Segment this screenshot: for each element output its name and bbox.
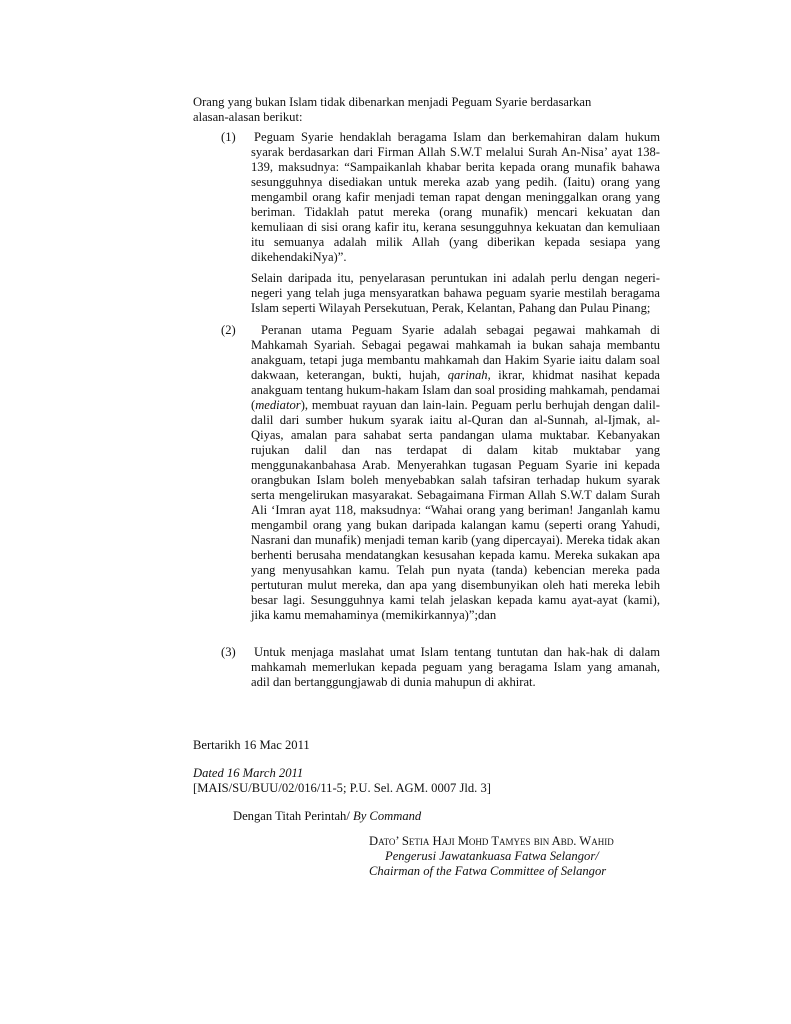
item-2-text (251, 323, 660, 623)
intro-line-2: alasan-alasan berikut: (193, 110, 303, 124)
signatory-title-malay-text: Pengerusi Jawatankuasa Fatwa Selangor/ (385, 849, 599, 863)
item-3-number: (3) (221, 645, 236, 659)
date-english-text: Dated 16 March 2011 (193, 766, 304, 780)
by-command-malay: Dengan Titah Perintah/ (233, 809, 353, 823)
item-2-text-b: , ikrar, khidmat nasihat kepada anakguam tentang hukum-hakam Islam dan soal prosiding mahkamah, pendamai ( (251, 368, 660, 412)
item-1-text: Peguam Syarie hendaklah beragama Islam dan berkemahiran dalam hukum syarak berdasarkan dari Firman Allah S.W.T melalui Surah An-Nisa’ ayat 138-139, maksudnya: “Sampaikanlah khabar berita kepada orang munafik bahawa sesungguhnya disediakan untuk mereka azab yang pedih. (Iaitu) orang yang mengambil orang kafir menjadi teman rapat dengan meninggalkan orang yang beriman. Tidaklah patut mereka (orang munafik) mencari kekuatan dan kemuliaan di sisi orang kafir itu, kerana sesungguhnya kekuatan dan kemuliaan itu semuanya adalah milik Allah (yang diberikan kepada sesiapa yang dikehendakiNya)”. (251, 130, 660, 264)
by-command (233, 809, 421, 824)
signatory-title-english-text: Chairman of the Fatwa Committee of Selangor (369, 864, 607, 878)
intro-line-1: Orang yang bukan Islam tidak dibenarkan menjadi Peguam Syarie berdasarkan (193, 95, 592, 109)
item-3-text: Untuk menjaga maslahat umat Islam tentang tuntutan dan hak-hak di dalam mahkamah memerlukan kepada peguam yang beragama Islam yang amanah, adil dan bertanggungjawab di dunia mahupun di akhirat. (251, 645, 660, 689)
item-2-text-c: ), membuat rayuan dan lain-lain. Peguam perlu berhujah dengan dalil-dalil dari sumber hukum syarak iaitu al-Quran dan al-Sunnah, al-Ijmak, al-Qiyas, amalan para sahabat serta pandangan ulama muktabar. Kebanyakan rujukan dalil dan nas terdapat di dalam kitab muktabar yang menggunakanbahasa Arab. Menyerahkan tugasan Peguam Syarie ini kepada orangbukan Islam boleh menyebabkan salah tafsiran terhadap hukum syarak serta mengelirukan masyarakat. Sebagaimana Firman Allah S.W.T dalam Surah Ali ‘Imran ayat 118, maksudnya: “Wahai orang yang beriman! Janganlah kamu mengambil orang yang bukan daripada kalangan kamu (seperti orang Yahudi, Nasrani dan munafik) menjadi teman karib (yang dipercayai). Mereka tidak akan berhenti berusaha mendatangkan kesusahan kepada kamu. Mereka sukakan apa yang menyusahkan kamu. Telah pun nyata (tanda) kebencian mereka pada pertuturan mulut mereka, dan apa yang disembunyikan oleh hati mereka lebih besar lagi. Sesungguhnya kami telah jelaskan kepada kamu ayat-ayat (kami), jika kamu memahaminya (memikirkannya)”;dan (251, 398, 660, 622)
date-english (193, 766, 303, 781)
signatory-title-malay (385, 849, 599, 864)
item-1-paragraph-2: Selain daripada itu, penyelarasan peruntukan ini adalah perlu dengan negeri-negeri yang telah juga mensyaratkan bahawa peguam syarie mestilah beragama Islam seperti Wilayah Persekutuan, Perak, Kelantan, Pahang dan Pulau Pinang; (251, 271, 660, 315)
item-2-qarinah-term: qarinah (447, 368, 488, 382)
signatory-title-english (369, 864, 606, 879)
item-2-text-a: Peranan utama Peguam Syarie adalah sebagai pegawai mahkamah di Mahkamah Syariah. Sebagai pegawai mahkamah ia bukan sahaja membantu anakguam, tetapi juga membantu mahkamah dan Hakim Syarie iaitu dalam soal dakwaan, keterangan, bukti, hujah, (251, 323, 660, 382)
date-malay: Bertarikh 16 Mac 2011 (193, 738, 310, 752)
by-command-english: By Command (353, 809, 422, 823)
reference-number: [MAIS/SU/BUU/02/016/11-5; P.U. Sel. AGM. 0007 Jld. 3] (193, 781, 491, 795)
item-2-number: (2) (221, 323, 236, 337)
signatory-name: Dato’ Setia Haji Mohd Tamyes bin Abd. Wahid (369, 834, 614, 848)
item-1-number: (1) (221, 130, 236, 144)
item-2-mediator-term: mediator (255, 398, 301, 412)
